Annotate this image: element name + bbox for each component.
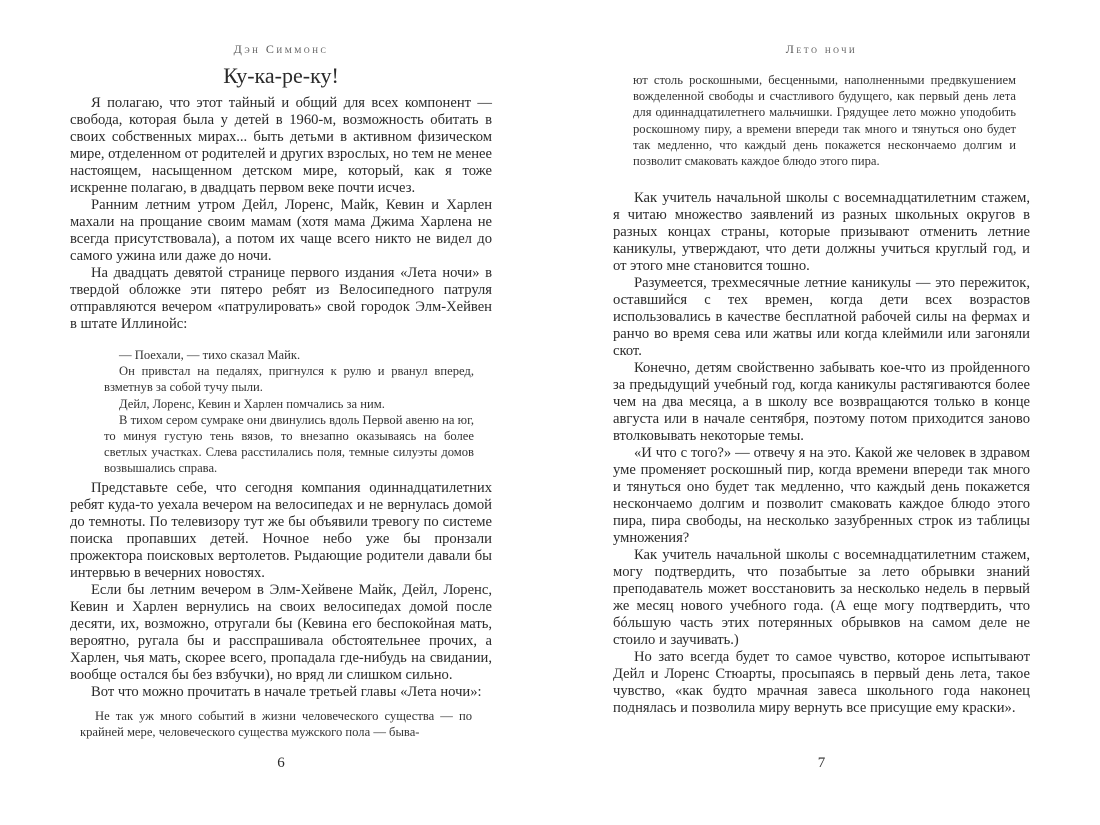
page-number: 6 — [277, 755, 285, 771]
paragraph: Как учитель начальной школы с восемнадцатилетним стажем, я читаю множество заявлений из разных школьных округов в разных концах страны, которые призывают отменить летние каникулы, утверждают, что дети должны учиться круглый год, и от этого мне становится тошно. — [613, 190, 1030, 274]
left-page — [70, 0, 492, 825]
quote-paragraph: — Поехали, — тихо сказал Майк. — [119, 348, 301, 362]
quote-paragraph: ют столь роскошными, бесценными, наполненными предвкушением вожделенной свободы и счастливого будущего, как первый день лета для одиннадцатилетнего мальчишки. Грядущее лето можно уподобить роскошному пиру, а времени впереди так много и тянуться оно будет так медленно, что каждый день покажется нескончаемо долгим и позволит смаковать каждое блюдо этого пира. — [633, 73, 1016, 169]
body-text — [613, 190, 1030, 717]
paragraph: Конечно, детям свойственно забывать кое-что из пройденного за предыдущий учебный год, когда каникулы растягиваются более чем на два месяца, а в школу все возвращаются только в конце августа или в начале сентября, поэтому потом приходится заново втолковывать некоторые темы. — [613, 360, 1030, 444]
paragraph: Представьте себе, что сегодня компания одиннадцатилетних ребят куда-то уехала вечером на велосипедах и не вернулась домой до темноты. По телевизору тут же бы объявили тревогу по системе поиска пропавших детей. Ночное небо уже бы пронзали прожектора поисковых вертолетов. Рыдающие родители давали бы интервью в вечерних новостях. — [70, 480, 492, 581]
running-head-author: Дэн Симмонс — [233, 42, 329, 56]
paragraph: Если бы летним вечером в Элм-Хейвене Майк, Дейл, Лоренс, Кевин и Харлен вернулись на своих велосипедах домой после десяти, их, возможно, отругали бы (Кевина его беспокойная мать, вероятно, ругала бы и расспрашивала обстоятельнее прочих, а Харлен, чья мать, скорее всего, пропадала где-нибудь на свидании, вообще остался бы без взбучки), но вряд ли слишком сильно. — [70, 582, 492, 683]
paragraph: Разумеется, трехмесячные летние каникулы — это пережиток, оставшийся с тех времен, когда дети всех возрастов использовались в качестве бесплатной рабочей силы на фермах и ранчо во время сева или жатвы или когда клеймили или загоняли скот. — [613, 275, 1030, 359]
quote-paragraph: Дейл, Лоренс, Кевин и Харлен помчались за ним. — [119, 396, 385, 411]
paragraph: Я полагаю, что этот тайный и общий для всех компонент — свобода, которая была у детей в 1960-м, возможность обитать в своих собственных мирах... быть детьми в активном физическом мире, отделенном от родителей и других взрослых, но тем не менее настоящем, насыщенном детском мире, который, как я тоже искренне полагаю, в двадцать первом веке почти исчез. — [70, 95, 492, 196]
page-number: 7 — [817, 755, 826, 771]
paragraph: Но зато всегда будет то самое чувство, которое испытывают Дейл и Лоренс Стюарты, просыпаясь в первый день лета, такое чувство, «как будто мрачная завеса школьного года наконец поднялась и позволила миру вернуть все присущие ему краски». — [613, 649, 1030, 716]
quote-paragraph: Он привстал на педалях, пригнулся к рулю и рванул вперед, взметнув за собой тучу пыли. — [104, 364, 474, 395]
body-text-bottom — [70, 480, 492, 701]
paragraph: Ранним летним утром Дейл, Лоренс, Майк, Кевин и Харлен махали на прощание своим мамам (хотя мама Джима Харлена не всегда присутствовала), а потом их чаще всего никто не видел до самого ужина или даже до ночи. — [70, 197, 492, 264]
paragraph: Вот что можно прочитать в начале третьей главы «Лета ночи»: — [91, 684, 482, 700]
block-quote-start — [80, 708, 472, 740]
paragraph: Как учитель начальной школы с восемнадцатилетним стажем, могу подтвердить, что позабытые за лето обрывки знаний преподаватель может восстановить за несколько недель в первый же месяц нового учебного года. (А еще могу подтвердить, что бóльшую часть этих потерянных обрывков на самом деле не стоило и заучивать.) — [613, 547, 1030, 648]
block-quote-continuation — [633, 72, 1016, 169]
block-quote — [104, 347, 474, 477]
body-text-top — [70, 95, 492, 333]
paragraph: На двадцать девятой странице первого издания «Лета ночи» в твердой обложке эти пятеро ребят из Велосипедного патруля отправляются вечером «патрулировать» свой городок Элм-Хейвен в штате Иллинойс: — [70, 265, 492, 332]
quote-paragraph: В тихом сером сумраке они двинулись вдоль Первой авеню на юг, то минуя густую тень вязов, то внезапно оказываясь на более светлых участках. Слева расстилались поля, темные силуэты домов возвышались справа. — [104, 412, 474, 476]
chapter-title: Ку-ка-ре-ку! — [223, 63, 339, 88]
running-head-title: Лето ночи — [785, 42, 858, 56]
paragraph: «И что с того?» — отвечу я на это. Какой же человек в здравом уме променяет роскошный пир, когда времени впереди так много и тянуться оно будет так медленно, что каждый день покажется нескончаемо долгим и позволит смаковать каждое блюдо этого пира, пира свободы, на несколько зазубренных строк из таблицы умножения? — [613, 445, 1030, 546]
quote-paragraph: Не так уж много событий в жизни человеческого существа — по крайней мере, человеческого существа мужского пола — быва- — [80, 709, 472, 740]
right-page — [613, 0, 1030, 825]
